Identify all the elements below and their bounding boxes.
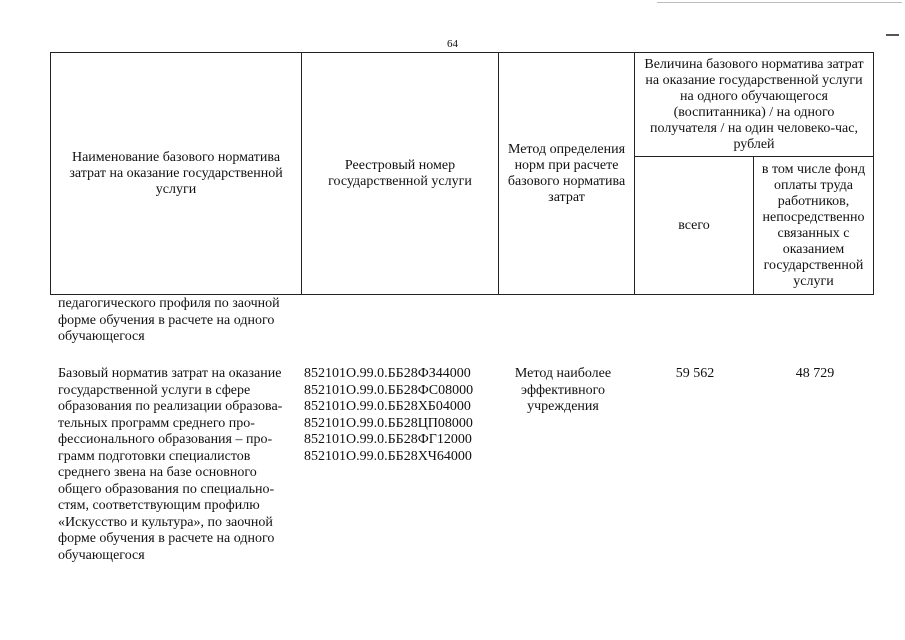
row-name-line: Базовый норматив затрат на оказание: [58, 366, 282, 381]
row-name-line: стям, соответствующим профилю: [58, 498, 260, 513]
registry-code: 852101О.99.0.ББ28ФС08000: [304, 382, 474, 398]
header-name: Наименование базового норматива затрат на оказание государственной услуги: [51, 53, 302, 295]
scan-edge-line: [657, 2, 902, 3]
row-name-line: обучающегося: [58, 547, 145, 563]
row-name-line: государственной услуги в сфере: [58, 382, 251, 398]
row-name-line: тельных программ среднего про-: [58, 415, 255, 431]
header-total: всего: [635, 157, 754, 295]
header-wage: в том числе фонд оплаты труда работников, непосредственно связанных с оказанием государственной услуги: [754, 157, 874, 295]
row-name-line: общего образования по специально-: [58, 481, 275, 497]
row-name-line: фессионального образования – про-: [58, 432, 273, 447]
row-name-line: форме обучения в расчете на одного: [58, 531, 275, 546]
registry-code: 852101О.99.0.ББ28ХЧ64000: [304, 448, 472, 464]
continuation-text: [58, 296, 298, 346]
row-name-line: образования по реализации образова-: [58, 399, 283, 414]
page-number: 64: [447, 38, 458, 50]
registry-code: 852101О.99.0.ББ28ФГ12000: [304, 432, 472, 447]
header-registry: Реестровый номер государственной услуги: [302, 53, 499, 295]
row-total: 59 562: [675, 366, 715, 381]
registry-code: 852101О.99.0.ББ28ЦП08000: [304, 415, 473, 431]
row-name: [58, 366, 298, 564]
header-method: Метод определения норм при расчете базового норматива затрат: [499, 53, 635, 295]
continuation-line: форме обучения в расчете на одного: [58, 312, 275, 328]
continuation-line: педагогического профиля по заочной: [58, 296, 280, 311]
header-table: [50, 52, 874, 295]
registry-code: 852101О.99.0.ББ28ФЗ44000: [304, 366, 471, 381]
row-name-line: грамм подготовки специалистов: [58, 448, 251, 464]
registry-code: 852101О.99.0.ББ28ХБ04000: [304, 399, 471, 414]
header-value: Величина базового норматива затрат на оказание государственной услуги на одного обучающегося (воспитанника) / на одного получателя / на один человеко-час, рублей: [635, 53, 874, 157]
scan-mark: [886, 34, 899, 36]
row-name-line: «Искусство и культура», по заочной: [58, 514, 273, 530]
continuation-line: обучающегося: [58, 329, 145, 344]
row-wage: 48 729: [795, 366, 835, 381]
row-codes: [304, 366, 494, 465]
row-method: Метод наиболее эффективного учреждения: [514, 366, 612, 414]
row-name-line: среднего звена на базе основного: [58, 465, 257, 480]
